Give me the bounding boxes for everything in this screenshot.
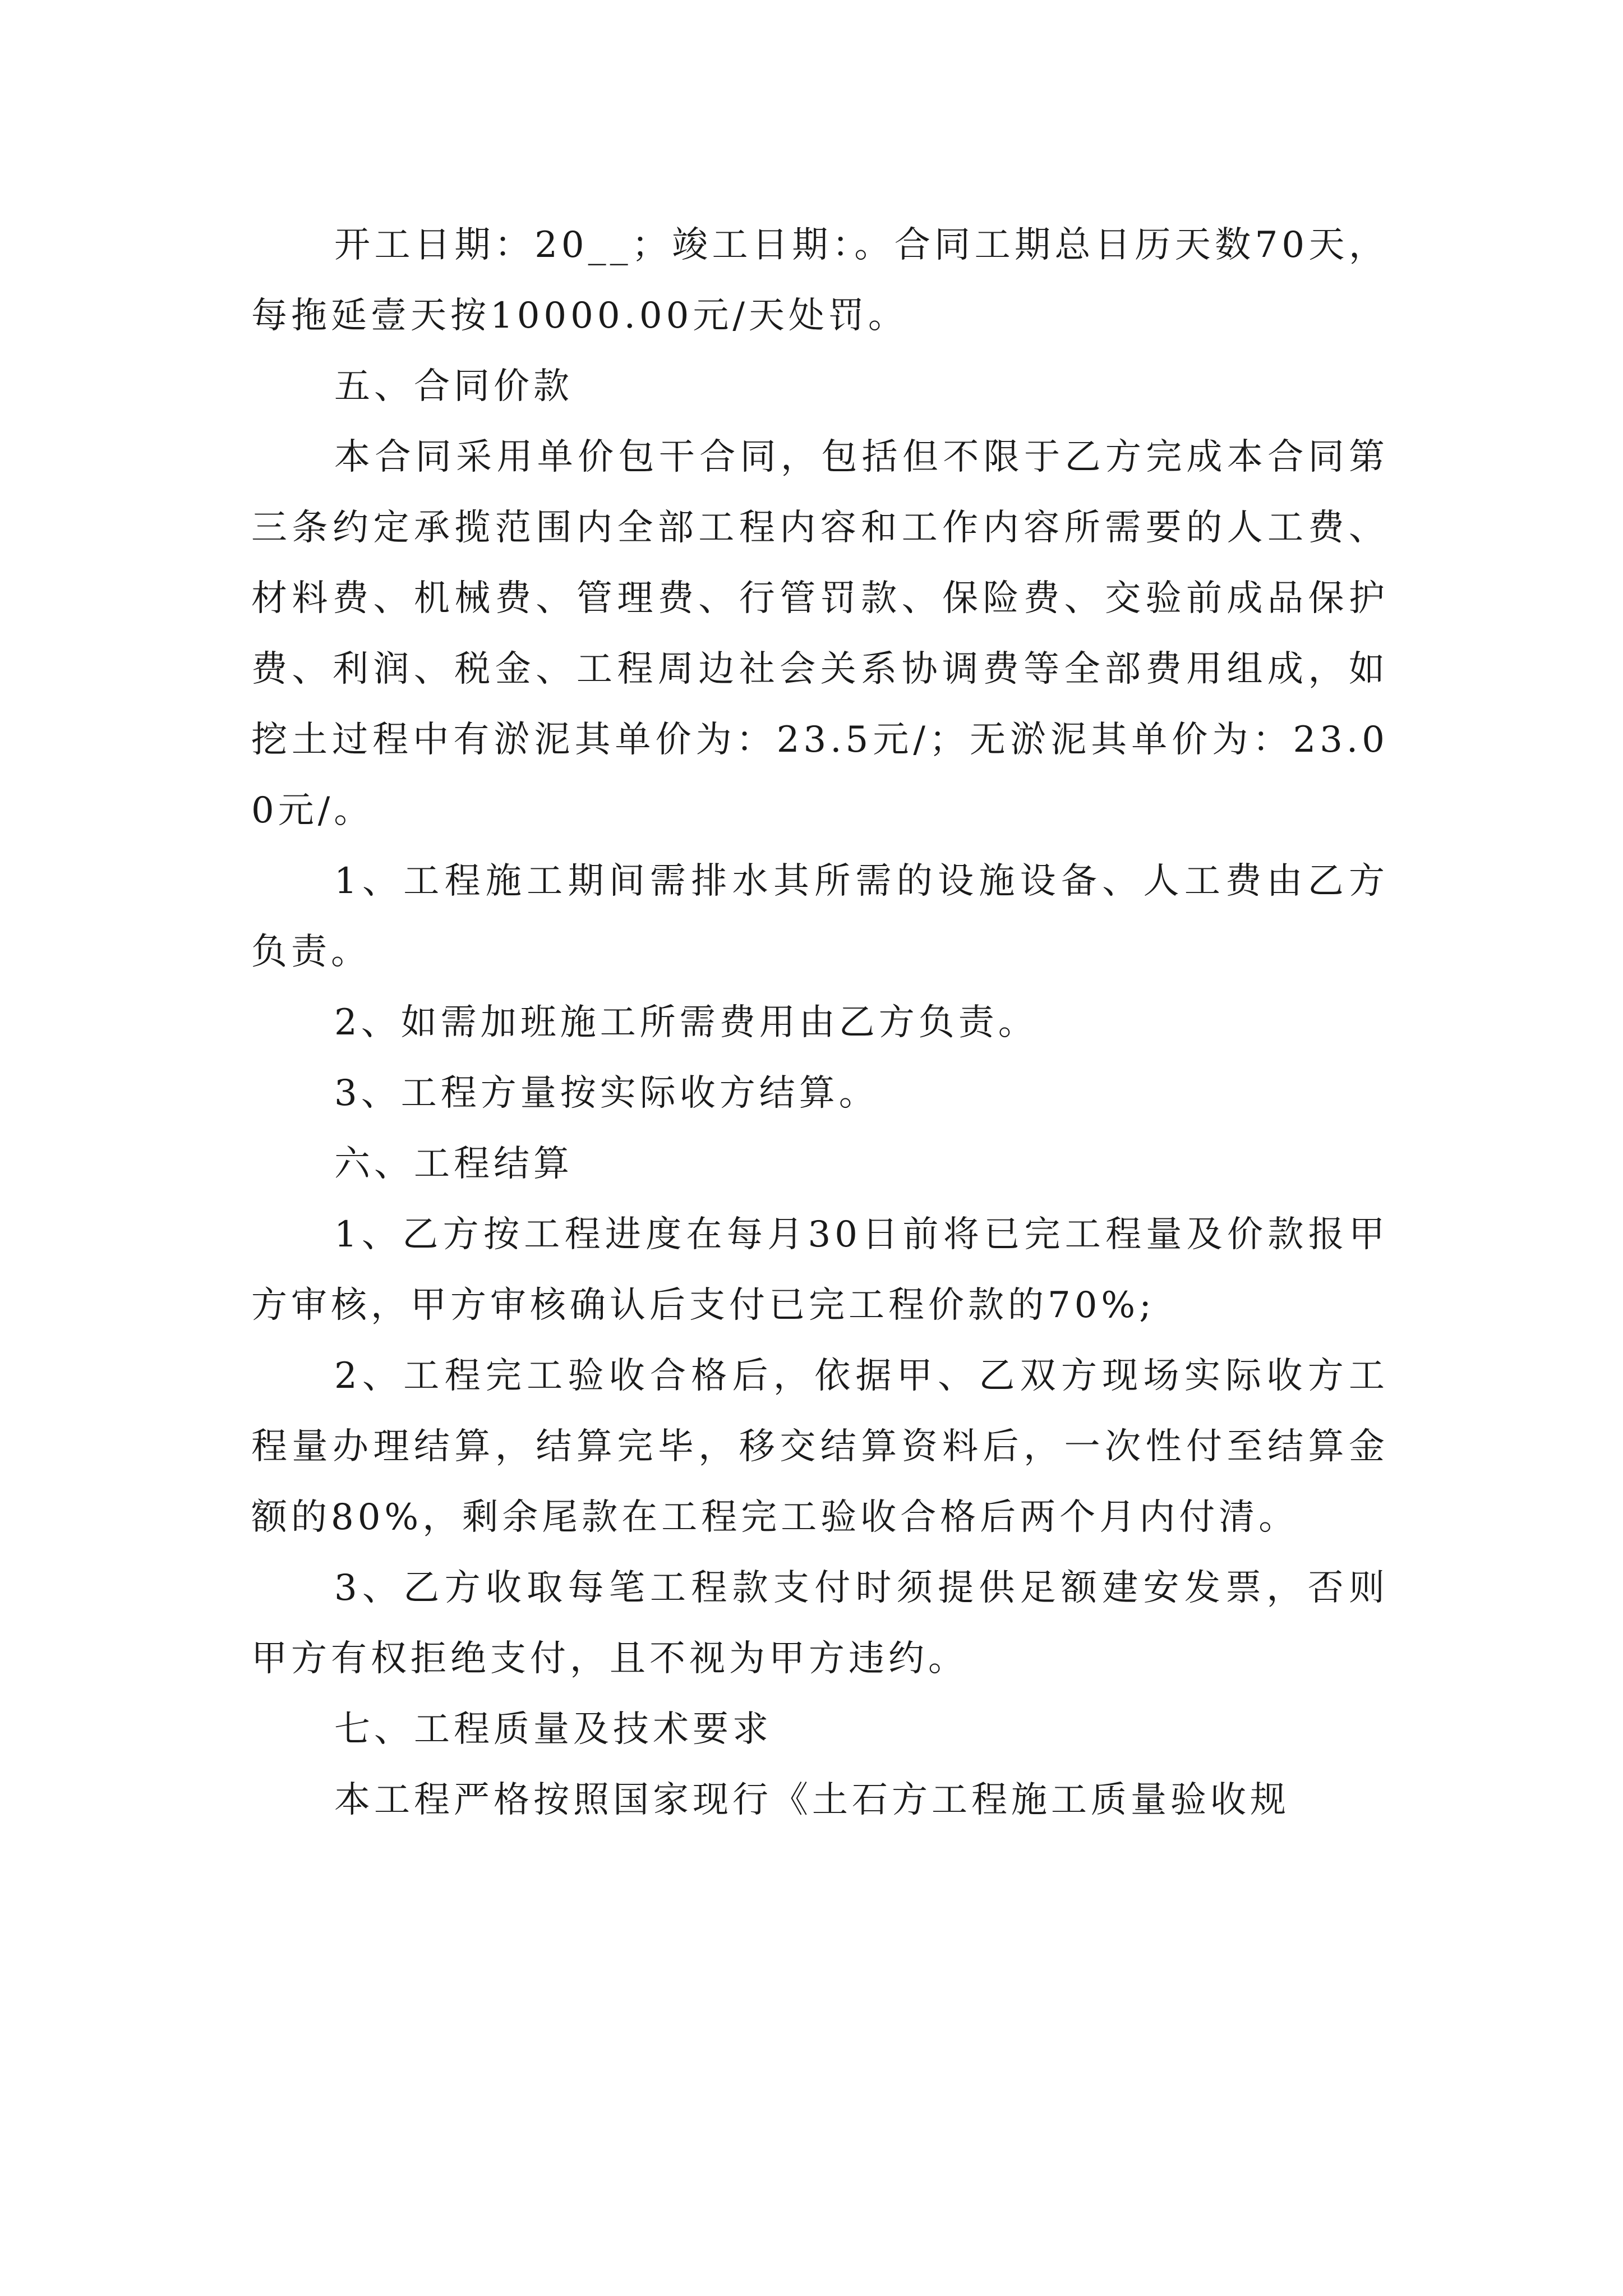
section-heading-quality: 七、工程质量及技术要求: [334, 1709, 772, 1750]
paragraph-settlement-item-3: 3、乙方收取每笔工程款支付时须提供足额建安发票，否则甲方有权拒绝支付，且不视为甲方违约。: [251, 1567, 1389, 1680]
paragraph-price-terms: 本合同采用单价包干合同，包括但不限于乙方完成本合同第三条约定承揽范围内全部工程内容和工作内容所需要的人工费、材料费、机械费、管理费、行管罚款、保险费、交验前成品保护费、利润、税金、工程周边社会关系协调费等全部费用组成，如挖土过程中有淤泥其单价为：23.5元/；无淤泥其单价为：23.00元/。: [251, 436, 1389, 831]
section-heading-contract-price: 五、合同价款: [334, 366, 573, 407]
paragraph-schedule: 开工日期：20__；竣工日期：。合同工期总日历天数70天，每拖延壹天按10000.00元/天处罚。: [251, 224, 1389, 337]
paragraph-price-item-1: 1、工程施工期间需排水其所需的设施设备、人工费由乙方负责。: [251, 861, 1389, 973]
paragraph-settlement-item-1: 1、乙方按工程进度在每月30日前将已完工程量及价款报甲方审核，甲方审核确认后支付已完工程价款的70%;: [251, 1214, 1389, 1326]
document-page: [251, 210, 1389, 1835]
section-heading-settlement: 六、工程结算: [334, 1143, 573, 1185]
paragraph-settlement-item-2: 2、工程完工验收合格后，依据甲、乙双方现场实际收方工程量办理结算，结算完毕，移交结算资料后，一次性付至结算金额的80%，剩余尾款在工程完工验收合格后两个月内付清。: [251, 1355, 1389, 1538]
paragraph-quality-terms: 本工程严格按照国家现行《土石方工程施工质量验收规: [334, 1779, 1290, 1821]
paragraph-price-item-3: 3、工程方量按实际收方结算。: [334, 1073, 879, 1114]
paragraph-price-item-2: 2、如需加班施工所需费用由乙方负责。: [334, 1002, 1038, 1043]
